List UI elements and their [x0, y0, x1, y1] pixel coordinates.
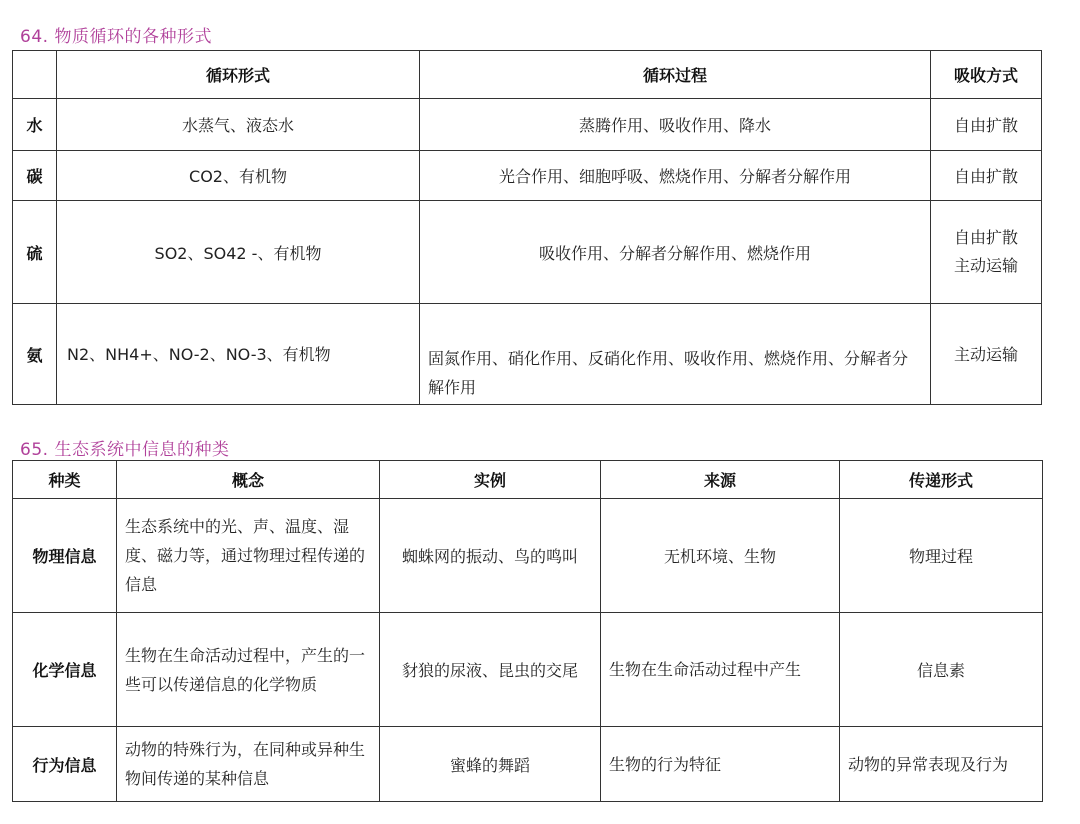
cycle-form-cell: SO2、SO42 -、有机物 — [57, 201, 420, 304]
header-absorb-method: 吸收方式 — [931, 51, 1042, 99]
absorb-method-line: 自由扩散 — [953, 228, 1018, 247]
cycle-process-cell: 光合作用、细胞呼吸、燃烧作用、分解者分解作用 — [420, 151, 931, 201]
absorb-method-line: 主动运输 — [953, 256, 1018, 275]
table-header-row — [13, 461, 1043, 499]
cycle-process-cell: 吸收作用、分解者分解作用、燃烧作用 — [420, 201, 931, 304]
table-row — [13, 99, 1042, 151]
table-header-row — [13, 51, 1042, 99]
absorb-method-cell: 自由扩散 — [931, 151, 1042, 201]
transfer-form-cell: 信息素 — [840, 613, 1043, 727]
absorb-method-cell: 自由扩散 — [931, 99, 1042, 151]
cycle-form-cell: 水蒸气、液态水 — [57, 99, 420, 151]
row-name: 氨 — [13, 304, 57, 405]
table-row — [13, 613, 1043, 727]
table-row — [13, 727, 1043, 802]
source-cell: 生物的行为特征 — [601, 727, 840, 802]
section-64-title: 64. 物质循环的各种形式 — [20, 27, 212, 47]
header-type: 种类 — [13, 461, 117, 499]
row-name: 硫 — [13, 201, 57, 304]
row-name: 物理信息 — [13, 499, 117, 613]
table-row — [13, 151, 1042, 201]
material-cycle-table — [12, 50, 1042, 405]
absorb-method-cell — [931, 201, 1042, 304]
section-65-title: 65. 生态系统中信息的种类 — [20, 440, 230, 460]
concept-cell: 生态系统中的光、声、温度、湿度、磁力等，通过物理过程传递的信息 — [117, 499, 380, 613]
table-row — [13, 304, 1042, 405]
header-cell-blank — [13, 51, 57, 99]
table-row — [13, 201, 1042, 304]
example-cell: 蜘蛛网的振动、鸟的鸣叫 — [380, 499, 601, 613]
transfer-form-cell: 物理过程 — [840, 499, 1043, 613]
header-transfer-form: 传递形式 — [840, 461, 1043, 499]
row-name: 行为信息 — [13, 727, 117, 802]
example-cell: 豺狼的尿液、昆虫的交尾 — [380, 613, 601, 727]
row-name: 碳 — [13, 151, 57, 201]
row-name: 水 — [13, 99, 57, 151]
header-cycle-process: 循环过程 — [420, 51, 931, 99]
row-name: 化学信息 — [13, 613, 117, 727]
cycle-process-cell: 固氮作用、硝化作用、反硝化作用、吸收作用、燃烧作用、分解者分解作用 — [420, 304, 931, 405]
header-concept: 概念 — [117, 461, 380, 499]
cycle-process-cell: 蒸腾作用、吸收作用、降水 — [420, 99, 931, 151]
header-cycle-form: 循环形式 — [57, 51, 420, 99]
concept-cell: 动物的特殊行为，在同种或异种生物间传递的某种信息 — [117, 727, 380, 802]
concept-cell: 生物在生命活动过程中，产生的一些可以传递信息的化学物质 — [117, 613, 380, 727]
source-cell: 生物在生命活动过程中产生 — [601, 613, 840, 727]
table-row — [13, 499, 1043, 613]
transfer-form-cell: 动物的异常表现及行为 — [840, 727, 1043, 802]
cycle-form-cell: CO2、有机物 — [57, 151, 420, 201]
example-cell: 蜜蜂的舞蹈 — [380, 727, 601, 802]
source-cell: 无机环境、生物 — [601, 499, 840, 613]
cycle-form-cell: N2、NH4+、NO-2、NO-3、有机物 — [57, 304, 420, 405]
info-types-table — [12, 460, 1043, 802]
header-source: 来源 — [601, 461, 840, 499]
absorb-method-cell: 主动运输 — [931, 304, 1042, 405]
header-example: 实例 — [380, 461, 601, 499]
